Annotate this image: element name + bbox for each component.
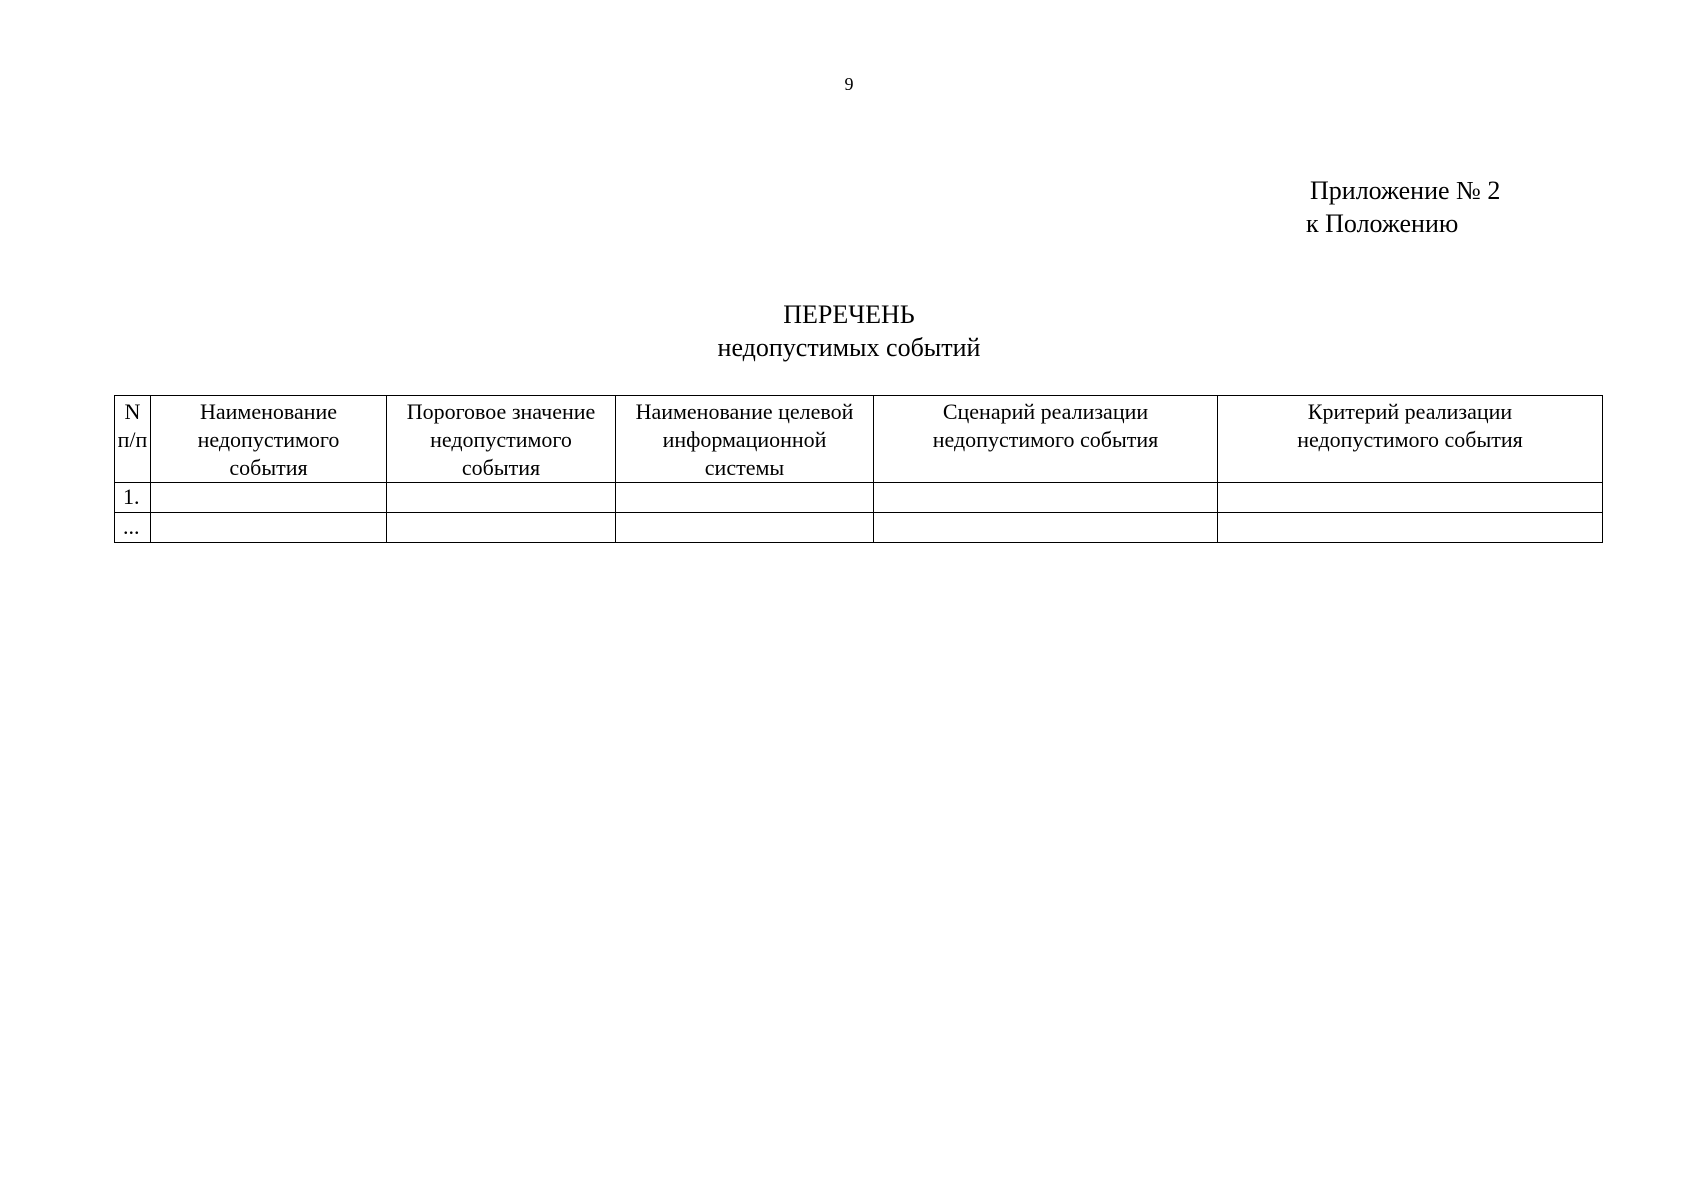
cell-implementation-criterion [1218, 513, 1603, 543]
appendix-number: Приложение № 2 [1310, 176, 1501, 205]
cell-implementation-scenario [874, 513, 1218, 543]
cell-threshold-value [387, 513, 616, 543]
header-implementation-criterion: Критерий реализации недопустимого события [1218, 396, 1603, 483]
table-row [115, 483, 1603, 513]
page-number: 9 [844, 74, 854, 94]
appendix-reference [1306, 174, 1501, 240]
cell-event-name [151, 513, 387, 543]
cell-implementation-criterion [1218, 483, 1603, 513]
table-row [115, 513, 1603, 543]
appendix-regulation-ref: к Положению [1306, 209, 1459, 238]
header-target-system: Наименование целевой информационной системы [616, 396, 874, 483]
header-implementation-scenario: Сценарий реализации недопустимого события [874, 396, 1218, 483]
header-threshold-value: Пороговое значение недопустимого события [387, 396, 616, 483]
title-subtitle: недопустимых событий [717, 333, 981, 362]
cell-target-system [616, 513, 874, 543]
cell-row-number: 1. [115, 483, 151, 513]
unacceptable-events-table [114, 395, 1603, 543]
document-title [0, 298, 1698, 364]
table-header-row [115, 396, 1603, 483]
cell-event-name [151, 483, 387, 513]
header-event-name: Наименование недопустимого события [151, 396, 387, 483]
cell-target-system [616, 483, 874, 513]
cell-threshold-value [387, 483, 616, 513]
cell-row-number: ... [115, 513, 151, 543]
cell-implementation-scenario [874, 483, 1218, 513]
header-row-number: N п/п [115, 396, 151, 483]
title-main: ПЕРЕЧЕНЬ [783, 300, 915, 329]
